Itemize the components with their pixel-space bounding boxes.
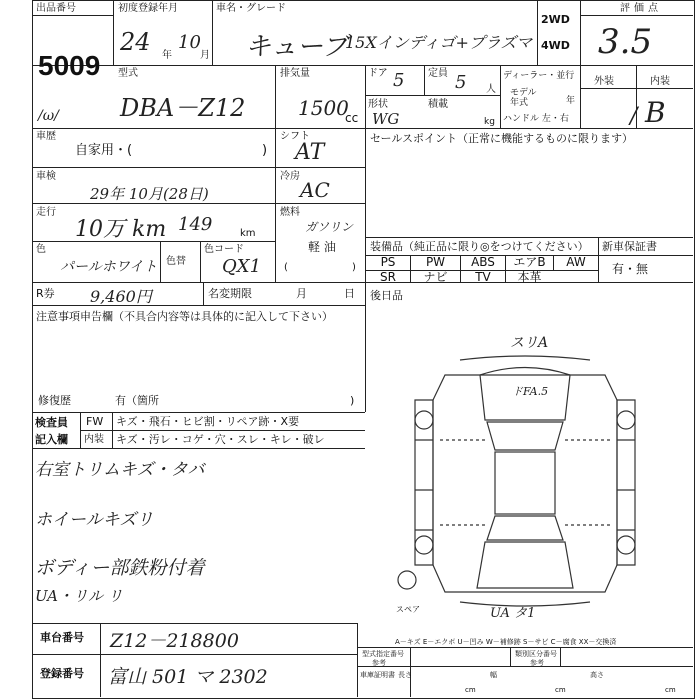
inspector-label: 検査員 <box>35 416 68 429</box>
color-label: 色 <box>36 244 46 255</box>
name-label: 車名・グレード <box>216 3 286 14</box>
rule-cap-right <box>500 65 501 128</box>
equip-abs: ABS <box>471 255 495 269</box>
stray-mark: /ω/ <box>38 108 59 124</box>
rule-door-mid <box>365 95 500 96</box>
kg-unit: kg <box>484 117 495 127</box>
rule-notes-right <box>365 282 366 412</box>
rule-name-right <box>537 0 538 65</box>
fill-label: 記入欄 <box>35 433 68 446</box>
rule-left-right <box>275 128 276 282</box>
rule-lot-label <box>32 15 113 16</box>
equip-navi: ナビ <box>423 270 448 284</box>
color-value: パールホワイト <box>60 259 158 275</box>
rule-score-label <box>580 15 693 16</box>
rule-notes-bottom <box>32 412 365 413</box>
rule-recycle-bottom <box>32 305 365 306</box>
rule-lot-right <box>113 0 114 65</box>
lot-number: 5009 <box>38 50 101 81</box>
ref-label: 参考 <box>372 659 386 667</box>
rule-spec-v3 <box>560 647 561 666</box>
grade: 15Xインディゴ+プラズマ <box>345 33 533 52</box>
handwritten-note-4: UA・リル リ <box>35 587 123 605</box>
rule-row1-bottom <box>32 65 693 66</box>
exterior-label: 外装 <box>594 76 614 87</box>
score-value: 3.5 <box>598 22 653 62</box>
history-close: ) <box>262 143 268 158</box>
rule-insp-mid <box>80 430 365 431</box>
year-unit: 年 <box>162 50 172 61</box>
diagram-top-note: スリA <box>510 335 549 351</box>
diagram-hood-note: ドFA.5 <box>512 385 549 398</box>
repair-close: ) <box>350 394 355 407</box>
handwritten-note-3: ボディー部鉄粉付着 <box>35 557 205 579</box>
recycle-day: 日 <box>344 287 355 300</box>
sales-label: セールスポイント（正常に機能するものに限ります） <box>370 132 634 145</box>
rule-bottom-right <box>357 623 358 697</box>
rule-recycle-mid <box>203 282 204 305</box>
cm-1: cm <box>465 686 476 694</box>
in-label: 内装 <box>84 434 104 445</box>
first-reg-month: 10 <box>178 32 201 53</box>
mileage-value: 10万 km <box>75 217 167 242</box>
equip-ps: PS <box>380 255 396 269</box>
class-label: 類別区分番号 <box>515 650 557 658</box>
width-label: 幅 <box>490 671 497 679</box>
notes-label: 注意事項申告欄（不具合内容等は具体的に記入して下さい） <box>36 310 333 323</box>
length-label: 長さ <box>398 671 412 679</box>
car-damage-diagram <box>395 330 655 610</box>
doors-label: ドア <box>368 68 388 79</box>
rule-insp-v2 <box>112 412 113 448</box>
interior-label: 内装 <box>650 76 670 87</box>
load-label: 積載 <box>428 99 448 110</box>
equip-pw: PW <box>425 255 446 269</box>
capacity-value: 5 <box>455 72 467 93</box>
handwritten-note-1: 右室トリムキズ・タバ <box>35 460 205 480</box>
fuel-diesel: 軽 油 <box>308 240 336 254</box>
diagram-rear-note: UA タ1 <box>490 606 536 621</box>
capacity-label: 定員 <box>428 68 448 79</box>
name-change-label: 名変期限 <box>208 287 252 300</box>
displacement-label: 排気量 <box>280 68 310 79</box>
ref-label-2: 参考 <box>530 659 544 667</box>
dealer-label: ディーラー・並行 <box>503 71 575 81</box>
reg-label: 登録番号 <box>40 667 84 680</box>
equip-sr: SR <box>380 270 396 284</box>
equip-airbag: エアB <box>513 255 546 269</box>
exterior-grade: / <box>630 104 638 129</box>
shape-label: 形状 <box>368 99 388 110</box>
history-value: 自家用・( <box>75 143 133 158</box>
fuel-paren-open: ( <box>284 262 288 273</box>
cert-label: 車庫証明書 <box>360 671 395 679</box>
rule-r4 <box>32 282 693 283</box>
lot-label: 出品番号 <box>36 3 76 14</box>
shift-value: AT <box>295 140 325 165</box>
cooler-value: AC <box>300 178 330 202</box>
cc-unit: cc <box>345 111 359 125</box>
rule-spec-mid <box>357 666 693 667</box>
rule-equip-top <box>365 237 693 238</box>
iro-label: 色替 <box>166 256 186 267</box>
shaken-value: 29年 10月(28日) <box>90 185 209 203</box>
rule-disp-right <box>365 65 366 128</box>
rule-r1 <box>32 167 365 168</box>
reg-value: 富山 501 マ 2302 <box>108 666 268 688</box>
equip-tv: TV <box>475 270 491 284</box>
equip-leather: 本革 <box>517 270 542 284</box>
cm-3: cm <box>665 686 676 694</box>
person-unit: 人 <box>486 84 496 95</box>
first-reg-label: 初度登録年月 <box>118 3 178 14</box>
fuel-gas: ガソリン <box>305 220 354 234</box>
in-items: キズ・汚レ・コゲ・穴・スレ・キレ・破レ <box>116 433 325 446</box>
rule-color-iro <box>160 241 161 282</box>
size-spec-label: 型式指定番号 <box>362 650 404 658</box>
shape-value: WG <box>372 110 400 128</box>
chassis-label: 車台番号 <box>40 631 84 644</box>
mileage-label: 走行 <box>36 207 56 218</box>
cooler-label: 冷房 <box>280 171 300 182</box>
handwritten-note-2: ホイールキズリ <box>35 510 154 530</box>
rule-bottom-mid <box>32 654 357 655</box>
fw-items: キズ・飛石・ヒビ割・リペア跡・X要 <box>116 415 300 428</box>
rule-dealer-right <box>580 65 581 128</box>
rule-row2-bottom <box>32 128 693 129</box>
rear-seat-label: 後日品 <box>370 289 403 302</box>
color-code-value: QX1 <box>222 256 262 277</box>
rule-warranty <box>598 237 599 282</box>
rule-reg-right <box>212 0 213 65</box>
equipment-label: 装備品（純正品に限り◎をつけてください） <box>370 240 589 253</box>
score-label: 評価点 <box>620 3 662 14</box>
recycle-label: R券 <box>36 287 55 300</box>
height-label: 高さ <box>590 671 604 679</box>
repair-label: 修復歴 <box>38 394 71 407</box>
model-value: DBA－Z12 <box>120 94 246 122</box>
rule-door-right <box>424 65 425 95</box>
recycle-value: 9,460円 <box>90 287 152 306</box>
rule-insp-bottom <box>32 448 365 449</box>
model-year-unit: 年 <box>566 96 576 106</box>
model-label: 型式 <box>118 68 138 79</box>
rule-drive-right <box>580 0 581 65</box>
shaken-label: 車検 <box>36 171 56 182</box>
model-year-label: モデル年式 <box>510 88 537 108</box>
drive-2wd: 2WD <box>541 13 570 26</box>
km-unit: km <box>240 228 256 239</box>
warranty-label: 新車保証書 <box>602 240 657 253</box>
rule-spec-v2 <box>510 647 511 666</box>
chassis-value: Z12－218800 <box>110 630 239 652</box>
fw-label: FW <box>86 415 104 428</box>
equip-aw: AW <box>566 255 586 269</box>
cm-2: cm <box>555 686 566 694</box>
rule-insp-v1 <box>80 412 81 448</box>
history-label: 車歴 <box>36 131 56 142</box>
shift-label: シフト <box>280 131 310 142</box>
mileage-sub: 149 <box>178 214 213 235</box>
doors-value: 5 <box>393 70 405 91</box>
rule-bottom-top <box>32 623 357 624</box>
damage-legend: A－キズ E－エクボ U－凹み W－補修跡 S－サビ C－腐食 XX－交換済 <box>395 638 617 646</box>
car-name: キューブ <box>245 32 348 62</box>
rule-color-code <box>200 241 201 282</box>
fuel-paren-close: ) <box>352 262 356 273</box>
interior-grade: B <box>645 96 666 129</box>
recycle-month: 月 <box>296 287 307 300</box>
rule-bottom-labelcol <box>100 623 101 697</box>
handle-label: ハンドル 左・右 <box>503 114 569 124</box>
color-code-label: 色コード <box>204 244 244 255</box>
spare-label: スペア <box>396 605 420 614</box>
warranty-value: 有・無 <box>612 262 649 276</box>
month-unit: 月 <box>200 50 210 61</box>
repair-value: 有（箇所 <box>115 394 159 407</box>
first-reg-year: 24 <box>120 28 151 56</box>
displacement-value: 1500 <box>298 96 349 120</box>
rule-model-right <box>275 65 276 128</box>
fuel-label: 燃料 <box>280 207 300 218</box>
drive-4wd: 4WD <box>541 39 570 52</box>
